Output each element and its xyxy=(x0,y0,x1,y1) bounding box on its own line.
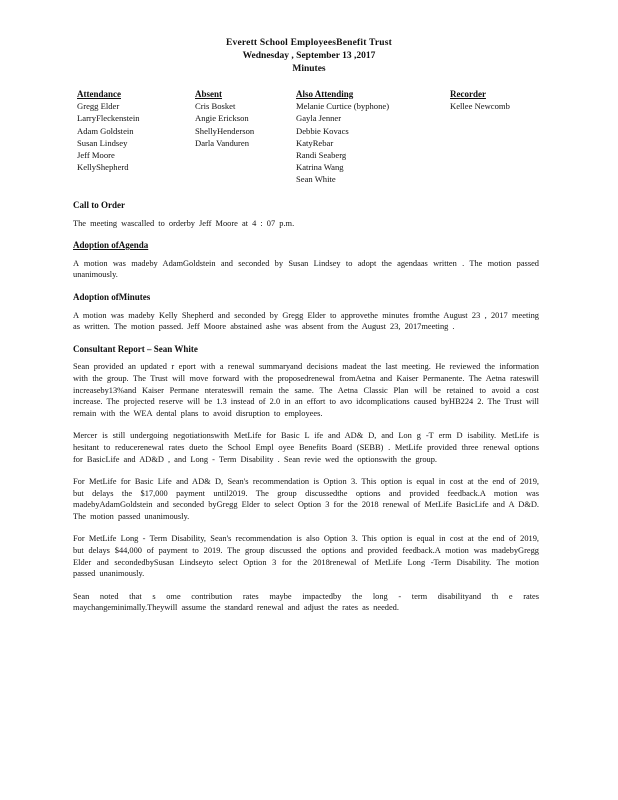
consultant-paragraph: For MetLife for Basic Life and AD& D, Sean's recommendation is Option 3. This option is equal in cost at the end of 2019, but delays the $17,000 payment until2019. The group discussedthe options and provided feedback.A motion was madebyAdamGoldstein and seconded byGregg Elder to select Option 3 for the 2018 renewal of MetLife BasicLife and A D&D. The motion passed unanimously. xyxy=(73,477,539,521)
absentee: Angie Erickson xyxy=(195,113,249,124)
attendee: Jeff Moore xyxy=(77,150,115,161)
attendee: KellyShepherd xyxy=(77,162,129,173)
recorder-name: Kellee Newcomb xyxy=(450,101,510,112)
also-attending-column xyxy=(296,88,389,186)
section-title-adoption-of-agenda: Adoption ofAgenda xyxy=(73,240,149,251)
guest: Randi Seaberg xyxy=(296,150,347,161)
guest: KatyRebar xyxy=(296,137,334,148)
attendance-column xyxy=(77,88,140,173)
also-attending-heading: Also Attending xyxy=(296,89,354,99)
header-minutes: Minutes xyxy=(292,64,326,74)
minutes-body xyxy=(73,200,539,625)
consultant-paragraph: Sean noted that s ome contribution rates maybe impactedby the long - term disabilityand th e rates maychangeminimally.Theywill assume the standard renewal and adjust the rates as needed. xyxy=(73,591,539,613)
absent-column xyxy=(195,88,254,149)
attendee: Gregg Elder xyxy=(77,101,120,112)
attendee: LarryFleckenstein xyxy=(77,113,140,124)
header-date: Wednesday , September 13 ,2017 xyxy=(242,51,376,61)
section-title-consultant-report: Consultant Report – Sean White xyxy=(73,343,198,354)
absentee: ShellyHenderson xyxy=(195,125,255,136)
absent-heading: Absent xyxy=(195,89,223,99)
attendee: Susan Lindsey xyxy=(77,137,128,148)
recorder-column xyxy=(450,88,510,112)
consultant-paragraph: Sean provided an updated r eport with a renewal summaryand decisions madeat the last meeting. He reviewed the information with the group. The Trust will move forward with the proposedrenewal fromAetna and Kaiser Permanente. The Aetna rateswill increaseby13%and Kaiser Permane nterateswill remain the same. The Aetna Classic Plan will be retained to avoid a cost increase. The projected reserve will be 1.3 instead of 2.0 in an effort to avo idcomplications caused byHB224 2. The Trust will remain with the WEA dental plans to avoid disruption to employees. xyxy=(73,362,540,418)
guest: Melanie Curtice (byphone) xyxy=(296,101,390,112)
consultant-paragraph: Mercer is still undergoing negotiationswith MetLife for Basic L ife and AD& D, and Lon g -T erm D isability. MetLife is hesitant to reducerenewal rates dueto the School Empl oyee Benefits Board (SEBB) . MetLife provided three renewal options for BasicLife and AD&D , and Long - Term Disability . Sean revie wed the optionswith the group. xyxy=(73,431,539,464)
guest: Katrina Wang xyxy=(296,162,344,173)
section-title-call-to-order: Call to Order xyxy=(73,200,125,210)
section-title-adoption-of-minutes: Adoption ofMinutes xyxy=(73,291,151,302)
recorder-heading: Recorder xyxy=(450,89,486,99)
absentee: Darla Vanduren xyxy=(195,137,250,148)
header-title: Everett School EmployeesBenefit Trust xyxy=(226,38,392,48)
consultant-paragraph: For MetLife Long - Term Disability, Sean's recommendation is also Option 3. This option is equal in cost at the end of 2019, but delays $44,000 of payment to 2019. The group discussed the options and provided feedback.A motion was madebyGregg Elder and secondedbySusan Lindseyto select Option 3 for the 2018renewal of MetLife Long -Term Disability. The motion passed unanimously. xyxy=(73,534,539,579)
attendance-heading: Attendance xyxy=(77,89,121,99)
guest: Sean White xyxy=(296,174,336,185)
document-header xyxy=(0,37,618,76)
minutes-text: A motion was madeby Kelly Shepherd and seconded by Gregg Elder to approvethe minutes fromthe August 23 , 2017 meeting as written. The motion passed. Jeff Moore abstained ashe was absent from the August 23, 2017meeting . xyxy=(73,310,539,332)
attendee: Adam Goldstein xyxy=(77,125,134,136)
guest: Gayla Jenner xyxy=(296,113,342,124)
call-to-order-text: The meeting wascalled to orderby Jeff Moore at 4 : 07 p.m. xyxy=(73,218,295,228)
agenda-text: A motion was madeby AdamGoldstein and seconded by Susan Lindsey to adopt the agendaas written . The motion passed unanimously. xyxy=(73,258,539,280)
guest: Debbie Kovacs xyxy=(296,125,349,136)
absentee: Cris Bosket xyxy=(195,101,236,112)
